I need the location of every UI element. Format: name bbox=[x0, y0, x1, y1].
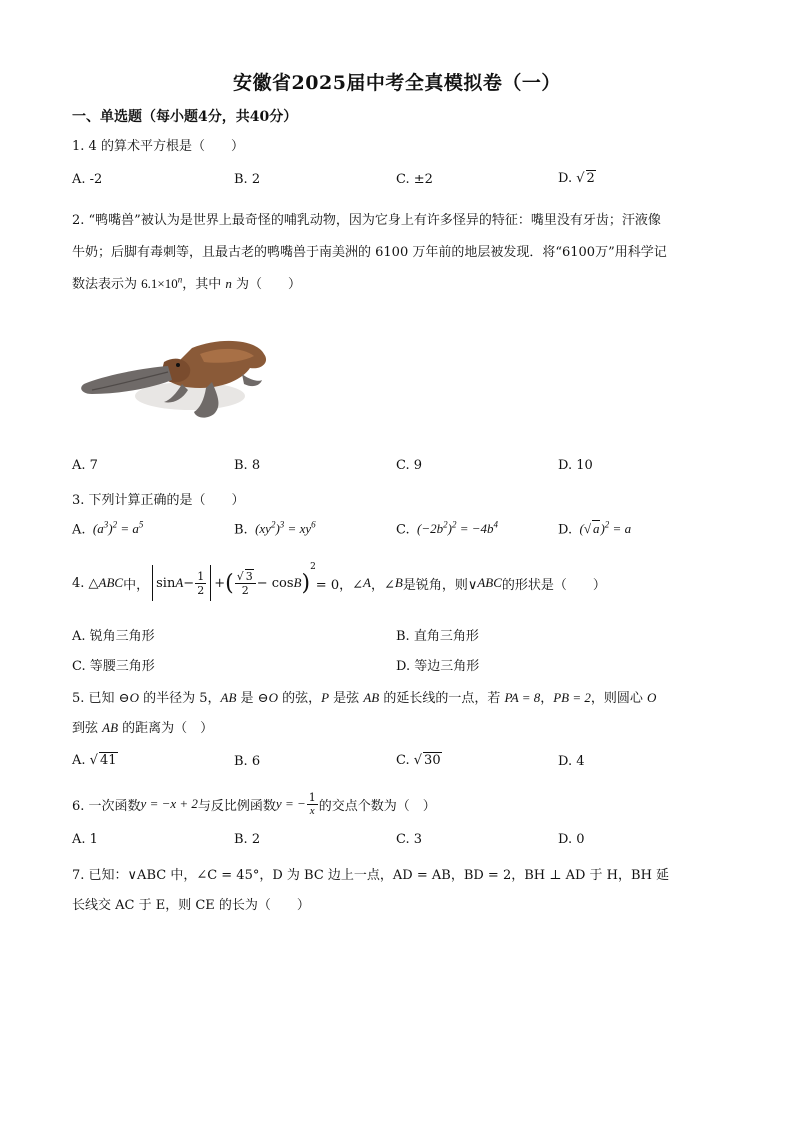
question-6-stem bbox=[72, 786, 436, 822]
q5-text-g: ， bbox=[540, 691, 554, 706]
q6-option-d: D. 0 bbox=[558, 832, 585, 847]
q3-option-a: A. $(a^3)^2 = a^5$ bbox=[72, 520, 144, 538]
question-7-line-2: 长线交 AC 于 E，则 CE 的长为（ ） bbox=[72, 898, 310, 913]
q4-text-3: 是锐角，则∨ bbox=[402, 577, 478, 593]
q5-text-f: 的延长线的一点，若 bbox=[379, 691, 505, 706]
question-2-line-1: 2. “鸭嘴兽”被认为是世界上最奇怪的哺乳动物，因为它身上有许多怪异的特征：嘴里没有牙齿；汗液像 bbox=[72, 213, 661, 228]
q4-angle-b: B bbox=[293, 575, 302, 590]
q2-sci-notation: 6.1×10 bbox=[141, 276, 178, 291]
platypus-image bbox=[72, 318, 272, 442]
q4-option-a: A. 锐角三角形 bbox=[72, 629, 155, 644]
q2-text-3: 为（ ） bbox=[231, 277, 302, 292]
q5-ab2: AB bbox=[363, 690, 380, 705]
q5-option-c-radicand: 30 bbox=[424, 753, 441, 768]
question-1-stem: 1. 4 的算术平方根是（ ） bbox=[72, 139, 244, 154]
q2-text-2: ，其中 bbox=[182, 277, 226, 292]
q2-n: n bbox=[225, 276, 232, 291]
q5-option-a: A. √ 41 bbox=[72, 753, 117, 768]
q6-linear-function: y = −x + 2 bbox=[140, 796, 198, 811]
q6-text: 6. 一次函数 bbox=[72, 798, 141, 814]
q5-ab3: AB bbox=[102, 720, 119, 735]
q5-option-c-label: C. bbox=[396, 753, 414, 768]
q2-option-d: D. 10 bbox=[558, 458, 593, 473]
q5-text-a: 5. 已知 ⊖ bbox=[72, 691, 130, 706]
q4-abc: ABC bbox=[98, 575, 124, 590]
q2-option-a: A. 7 bbox=[72, 458, 98, 473]
q5-pb: PB = 2 bbox=[553, 690, 591, 705]
question-5-line-2 bbox=[72, 717, 213, 736]
question-2-line-2: 牛奶；后脚有毒刺等，且最古老的鸭嘴兽于南美洲的 6100 万年前的地层被发现．将“6100万”用科学记 bbox=[72, 245, 667, 260]
q1-option-d-label: D. bbox=[558, 171, 577, 186]
q4-sin: sin bbox=[156, 575, 176, 591]
q2-text: 数法表示为 bbox=[72, 277, 142, 292]
q4-frac-num: 1 bbox=[197, 569, 205, 583]
q6-inverse-function: y = − bbox=[275, 796, 306, 811]
q5-o3: O bbox=[647, 690, 657, 705]
q6-frac-den: x bbox=[309, 804, 315, 817]
q3-option-b: B. $(xy^2)^3 = xy^6$ bbox=[234, 520, 316, 538]
q2-exponent: n bbox=[177, 274, 183, 285]
q4-abc-2: ABC bbox=[477, 575, 502, 590]
page-title: 安徽省2025届中考全真模拟卷（一） bbox=[233, 72, 561, 94]
q2-option-c: C. 9 bbox=[396, 458, 423, 473]
q3-option-c-label: C. bbox=[396, 522, 410, 538]
q1-option-d-radicand: 2 bbox=[586, 171, 595, 186]
q5-text-c: 是 ⊖ bbox=[236, 691, 269, 706]
q6-option-b: B. 2 bbox=[234, 832, 261, 847]
q4-text-4: 的形状是（ ） bbox=[501, 577, 606, 593]
q5-o2: O bbox=[268, 690, 278, 705]
q3-option-c: C. $(-2b^2)^2 = -4b^4$ bbox=[396, 520, 499, 538]
q3-option-a-label: A. bbox=[72, 522, 86, 538]
question-4-stem: 4. △ ABC 中， sin A − $\frac{1}{2}$ + ( $\frac{√ 3}{2}$ − cos B ) 2 = 0，∠ A ，∠ B 是锐角，则∨ ABC 的形状是（ ） bbox=[72, 562, 606, 604]
q5-text-d: 的弦， bbox=[277, 691, 322, 706]
q4-plus: + bbox=[214, 575, 226, 591]
q4-cos: − cos bbox=[256, 575, 294, 591]
q6-text-2: 与反比例函数 bbox=[197, 798, 276, 814]
question-5-line-1 bbox=[72, 687, 656, 706]
q4-angle-a: A bbox=[175, 575, 184, 590]
q4-frac-den: 2 bbox=[197, 583, 205, 597]
q1-option-c: C. ±2 bbox=[396, 172, 433, 187]
q1-option-d: D. √ 2 bbox=[558, 171, 595, 186]
question-2-line-3 bbox=[72, 273, 301, 292]
q3-option-b-label: B. bbox=[234, 522, 248, 538]
q4-text: 4. △ bbox=[72, 575, 99, 591]
q3-option-d-label: D. bbox=[558, 522, 573, 538]
q4-option-b: B. 直角三角形 bbox=[396, 629, 479, 644]
q5-text-b: 的半径为 5， bbox=[138, 691, 221, 706]
q4-option-c: C. 等腰三角形 bbox=[72, 659, 155, 674]
q5-pa: PA = 8 bbox=[504, 690, 541, 705]
q5-o1: O bbox=[129, 690, 139, 705]
q4-comma: ，∠ bbox=[370, 577, 395, 593]
question-3-stem: 3. 下列计算正确的是（ ） bbox=[72, 493, 245, 508]
q2-option-b: B. 8 bbox=[234, 458, 261, 473]
q5-text-j: 的距离为（ ） bbox=[118, 721, 214, 736]
q6-option-c: C. 3 bbox=[396, 832, 423, 847]
q6-text-3: 的交点个数为（ ） bbox=[318, 798, 436, 814]
q5-option-d: D. 4 bbox=[558, 754, 585, 769]
q5-text-e: 是弦 bbox=[329, 691, 364, 706]
q6-option-a: A. 1 bbox=[72, 832, 98, 847]
q5-option-b: B. 6 bbox=[234, 754, 261, 769]
q5-ab1: AB bbox=[220, 690, 237, 705]
q5-option-a-label: A. bbox=[72, 753, 90, 768]
q5-text-i: 到弦 bbox=[72, 721, 103, 736]
q1-option-b: B. 2 bbox=[234, 172, 261, 187]
q5-text-h: ，则圆心 bbox=[590, 691, 648, 706]
q5-option-c: C. √ 30 bbox=[396, 753, 441, 768]
q4-minus: − bbox=[183, 575, 195, 591]
q5-option-a-radicand: 41 bbox=[99, 753, 117, 768]
q4-sqrt3: 3 bbox=[245, 570, 253, 583]
q3-option-d: D. (√ a)$^2$ = a bbox=[558, 520, 632, 538]
q1-option-a: A. -2 bbox=[72, 172, 103, 187]
q4-eq: = 0，∠ bbox=[315, 577, 363, 593]
section-heading: 一、单选题（每小题4分，共40分） bbox=[72, 109, 298, 125]
q5-p: P bbox=[321, 690, 330, 705]
question-7-line-1: 7. 已知：∨ABC 中，∠C = 45°，D 为 BC 边上一点，AD = AB，BD = 2，BH ⊥ AD 于 H，BH 延 bbox=[72, 868, 670, 883]
q4-option-d: D. 等边三角形 bbox=[396, 659, 480, 674]
q6-frac-num: 1 bbox=[308, 790, 316, 804]
q4-text-2: 中， bbox=[123, 577, 150, 593]
